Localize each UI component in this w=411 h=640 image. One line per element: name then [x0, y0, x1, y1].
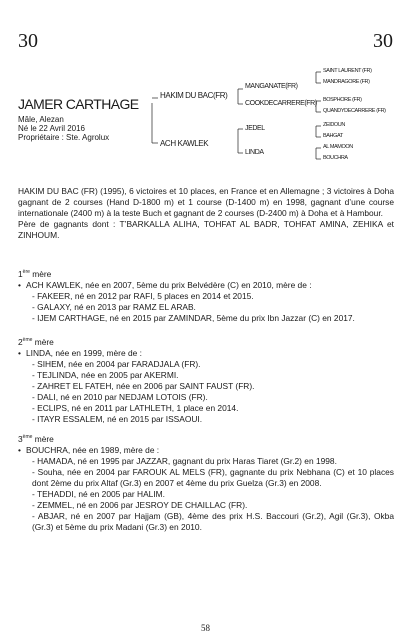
- sire-paragraph: HAKIM DU BAC (FR) (1995), 6 victoires et 10 places, en France et en Allemagne ; 3 victoires à Doha gagnant de 2 courses (Hand D-1800 m) et 1 course (D-1400 m) en 1998, gagnant d’une course internationale (2400 m) à la teste Buch et gagnant de 2 courses (D-2400 m) à Doha et à Hambour.: [18, 186, 394, 218]
- list-item: - GALAXY, né en 2013 par RAMZ EL ARAB.: [32, 301, 196, 312]
- pedigree-dam: ACH KAWLEK: [160, 139, 209, 148]
- pedigree-g3-7: AL MAMOON: [323, 144, 353, 150]
- list-item: - ZEMMEL, né en 2006 par JESROY DE CHAILLAC (FR).: [32, 499, 248, 510]
- third-dam-heading: 3ème mère: [18, 433, 54, 444]
- pedigree-sire-sire: MANGANATE(FR): [245, 83, 298, 90]
- first-dam-heading: 1ère mère: [18, 268, 52, 279]
- list-item: - ECLIPS, né en 2011 par LATHLETH, 1 place en 2014.: [32, 402, 239, 413]
- horse-birthdate: Né le 22 Avril 2016: [18, 124, 86, 133]
- list-item: - TEJLINDA, née en 2005 par AKERMI.: [32, 369, 179, 380]
- pedigree-g3-4: QUANDYDECARRERE (FR): [323, 108, 386, 114]
- pedigree-dam-dam: LINDA: [245, 149, 264, 156]
- pedigree-g3-8: BOUCHRA: [323, 155, 348, 161]
- intro-block: [18, 186, 394, 241]
- pedigree-g3-3: BOSPHORE (FR): [323, 97, 362, 103]
- lot-number-left: 30: [18, 30, 38, 52]
- first-dam-section: [18, 267, 394, 324]
- list-item: - HAMADA, né en 1995 par JAZZAR, gagnant du prix Haras Tiaret (Gr.2) en 1998.: [32, 455, 337, 466]
- list-item: - Souha, née en 2004 par FAROUK AL MELS (FR), gagnante du prix Nebhana (C) et 10 places dont 2ème du prix Altaf (Gr.3) en 2007 et 4ème du prix Guelza (Gr.3) en 2008.: [32, 466, 394, 488]
- list-item: - ABJAR, né en 2007 par Hajjam (GB), 4ème des prix H.S. Baccouri (Gr.2), Agil (Gr.3), Okba (Gr.3) et 5ème du prix Madani (Gr.3) en 2010.: [32, 510, 394, 532]
- list-item: - DALI, né en 2010 par NEDJAM LOTOIS (FR).: [32, 391, 208, 402]
- list-item: - ITAYR ESSALEM, né en 2015 par ISSAOUI.: [32, 413, 203, 424]
- pedigree-g3-5: ZEIDOUN: [323, 122, 345, 128]
- lot-number-right: 30: [373, 30, 393, 52]
- list-item: - FAKEER, né en 2012 par RAFI, 5 places en 2014 et 2015.: [32, 290, 254, 301]
- third-dam-section: [18, 432, 394, 533]
- first-dam-bullet: • ACH KAWLEK, née en 2007, 5ème du prix Belvédère (C) en 2010, mère de :: [18, 280, 394, 291]
- horse-sex-color: Mâle, Alezan: [18, 115, 64, 124]
- list-item: - SIHEM, née en 2004 par FARADJALA (FR).: [32, 358, 201, 369]
- list-item: - TEHADDI, né en 2005 par HALIM.: [32, 488, 165, 499]
- pedigree-g3-2: MANDRAGORE (FR): [323, 79, 370, 85]
- list-item: - ZAHRET EL FATEH, née en 2006 par SAINT FAUST (FR).: [32, 380, 255, 391]
- pedigree-dam-sire: JEDEL: [245, 125, 265, 132]
- page-number: 58: [201, 623, 210, 633]
- list-item: - IJEM CARTHAGE, né en 2015 par ZAMINDAR, 5ème du prix Ibn Jazzar (C) en 2017.: [32, 312, 355, 323]
- second-dam-section: [18, 335, 394, 425]
- horse-owner: Propriétaire : Ste. Agrolux: [18, 133, 110, 142]
- second-dam-heading: 2ème mère: [18, 336, 54, 347]
- pedigree-g3-1: SAINT LAURENT (FR): [323, 68, 372, 74]
- horse-name: JAMER CARTHAGE: [18, 96, 139, 112]
- sire-progeny: Père de gagnants dont : T’BARKALLA ALIHA, TOHFAT AL BADR, TOHFAT AMINA, ZEHIKA et ZINHOUM.: [18, 219, 394, 240]
- pedigree-sire-dam: COOKDECARRERE(FR): [245, 100, 317, 107]
- pedigree-g3-6: BAHGAT: [323, 133, 343, 139]
- third-dam-bullet: • BOUCHRA, née en 1989, mère de :: [18, 445, 394, 456]
- pedigree-sire: HAKIM DU BAC(FR): [160, 91, 228, 100]
- second-dam-bullet: • LINDA, née en 1999, mère de :: [18, 348, 394, 359]
